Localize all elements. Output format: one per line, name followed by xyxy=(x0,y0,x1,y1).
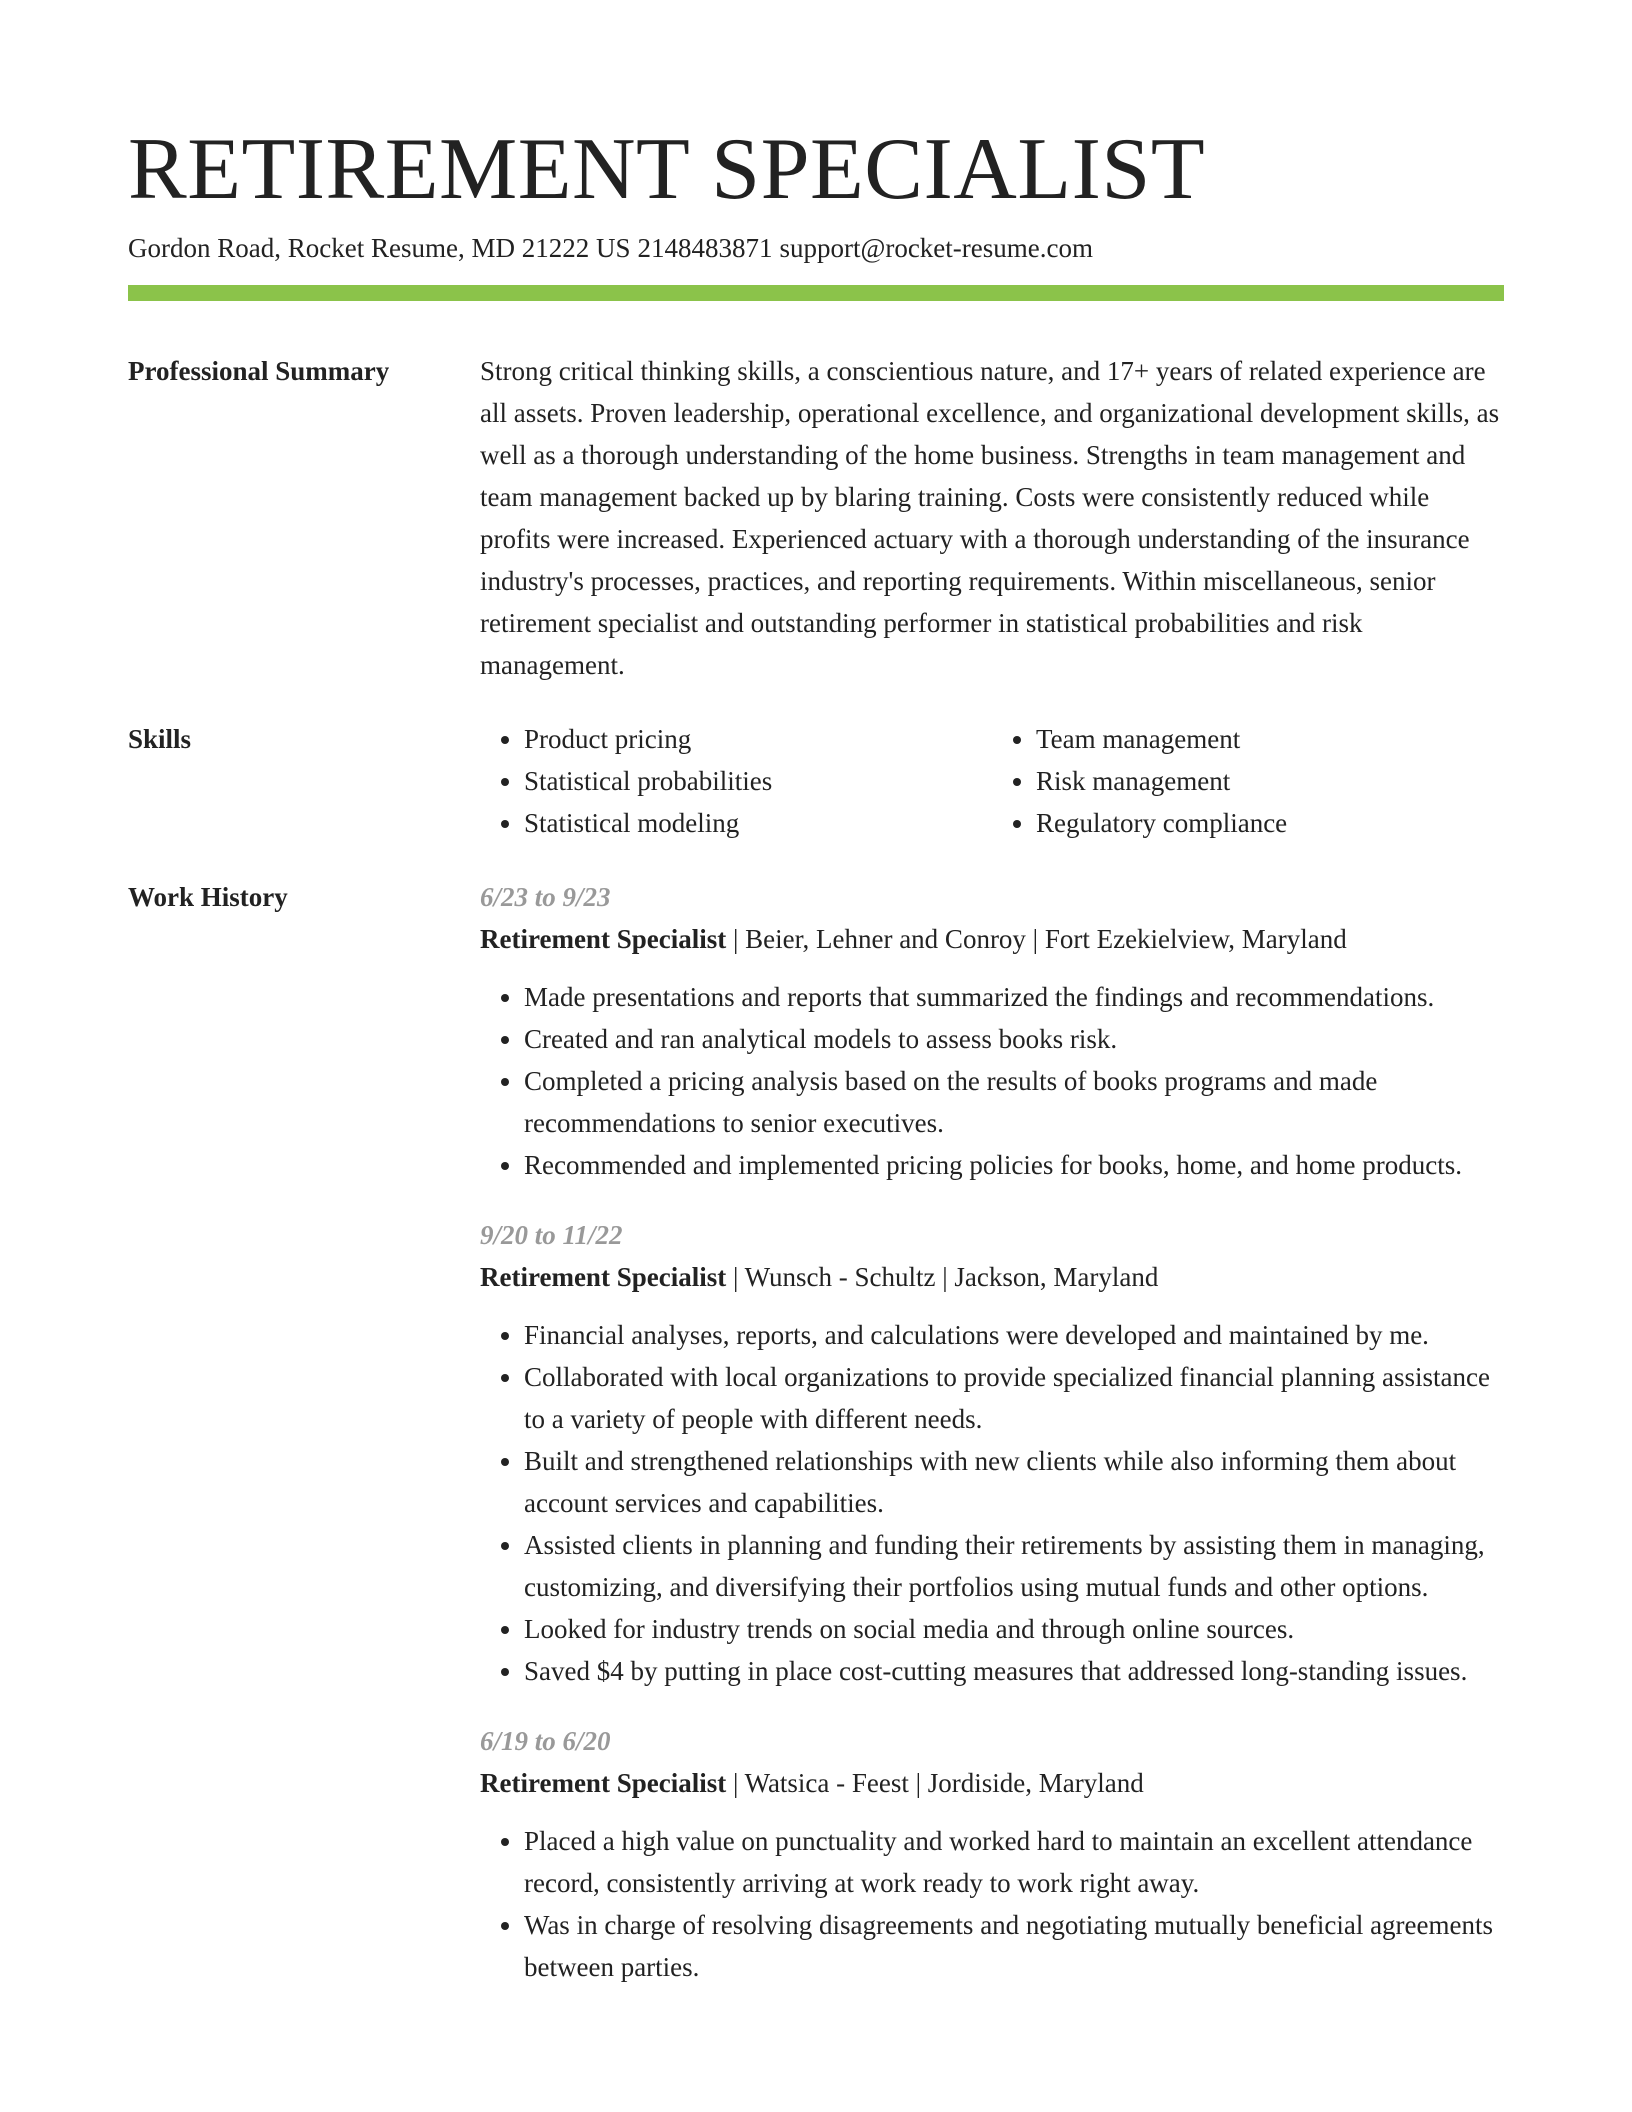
job-title: Retirement Specialist xyxy=(480,1262,727,1292)
skill-item: • Product pricing xyxy=(524,718,992,760)
summary-title: Professional Summary xyxy=(128,356,390,386)
job-bullets xyxy=(480,1314,1504,1692)
job-details: | Wunsch - Schultz | Jackson, Maryland xyxy=(726,1262,1159,1292)
contact-phone: 2148483871 xyxy=(637,233,773,263)
skills-title: Skills xyxy=(128,724,192,754)
contact-line xyxy=(128,230,1093,266)
job-bullet: • Made presentations and reports that summarized the findings and recommendations. xyxy=(524,976,1504,1018)
job-entry xyxy=(480,876,1504,1186)
job-bullet: • Created and ran analytical models to assess books risk. xyxy=(524,1018,1504,1060)
header-divider xyxy=(128,285,1504,301)
skill-item: • Risk management xyxy=(1036,760,1504,802)
job-bullet: • Financial analyses, reports, and calculations were developed and maintained by me. xyxy=(524,1314,1504,1356)
job-bullet: • Was in charge of resolving disagreements and negotiating mutually beneficial agreements between parties. xyxy=(524,1904,1504,1988)
job-bullet: • Recommended and implemented pricing policies for books, home, and home products. xyxy=(524,1144,1504,1186)
contact-address: Gordon Road, Rocket Resume, MD 21222 US xyxy=(128,233,631,263)
skill-item: • Team management xyxy=(1036,718,1504,760)
skill-item: • Regulatory compliance xyxy=(1036,802,1504,844)
job-details: | Beier, Lehner and Conroy | Fort Ezekielview, Maryland xyxy=(726,924,1347,954)
contact-email: support@rocket-resume.com xyxy=(779,233,1093,263)
work-history-title: Work History xyxy=(128,882,288,912)
skills-left-column xyxy=(480,718,992,844)
job-title: Retirement Specialist xyxy=(480,924,727,954)
job-bullet: • Placed a high value on punctuality and worked hard to maintain an excellent attendance record, consistently arriving at work ready to work right away. xyxy=(524,1820,1504,1904)
job-entry xyxy=(480,1720,1504,1988)
skill-item: • Statistical probabilities xyxy=(524,760,992,802)
job-bullet: • Looked for industry trends on social media and through online sources. xyxy=(524,1608,1504,1650)
job-title: Retirement Specialist xyxy=(480,1768,727,1798)
job-heading xyxy=(480,1256,1504,1298)
job-bullets xyxy=(480,976,1504,1186)
job-bullet: • Saved $4 by putting in place cost-cutting measures that addressed long-standing issues. xyxy=(524,1650,1504,1692)
job-details: | Watsica - Feest | Jordiside, Maryland xyxy=(726,1768,1144,1798)
job-bullet: • Built and strengthened relationships with new clients while also informing them about account services and capabilities. xyxy=(524,1440,1504,1524)
job-entry xyxy=(480,1214,1504,1692)
job-dates: 9/20 to 11/22 xyxy=(480,1220,623,1250)
skill-item: • Statistical modeling xyxy=(524,802,992,844)
job-heading xyxy=(480,1762,1504,1804)
job-bullets xyxy=(480,1820,1504,1988)
skills-right-column xyxy=(992,718,1504,844)
job-dates: 6/23 to 9/23 xyxy=(480,882,611,912)
job-bullet: • Assisted clients in planning and funding their retirements by assisting them in managing, customizing, and diversifying their portfolios using mutual funds and other options. xyxy=(524,1524,1504,1608)
summary-text: Strong critical thinking skills, a conscientious nature, and 17+ years of related experience are all assets. Proven leadership, operational excellence, and organizational development skills, as well as a thorough understanding of the home business. Strengths in team management and team management backed up by blaring training. Costs were consistently reduced while profits were increased. Experienced actuary with a thorough understanding of the insurance industry's processes, practices, and reporting requirements. Within miscellaneous, senior retirement specialist and outstanding performer in statistical probabilities and risk management. xyxy=(480,356,1500,680)
job-dates: 6/19 to 6/20 xyxy=(480,1726,611,1756)
job-heading xyxy=(480,918,1504,960)
resume-name: RETIREMENT SPECIALIST xyxy=(128,121,1206,218)
job-bullet: • Collaborated with local organizations to provide specialized financial planning assistance to a variety of people with different needs. xyxy=(524,1356,1504,1440)
job-bullet: • Completed a pricing analysis based on the results of books programs and made recommendations to senior executives. xyxy=(524,1060,1504,1144)
skills-grid xyxy=(480,718,1504,844)
